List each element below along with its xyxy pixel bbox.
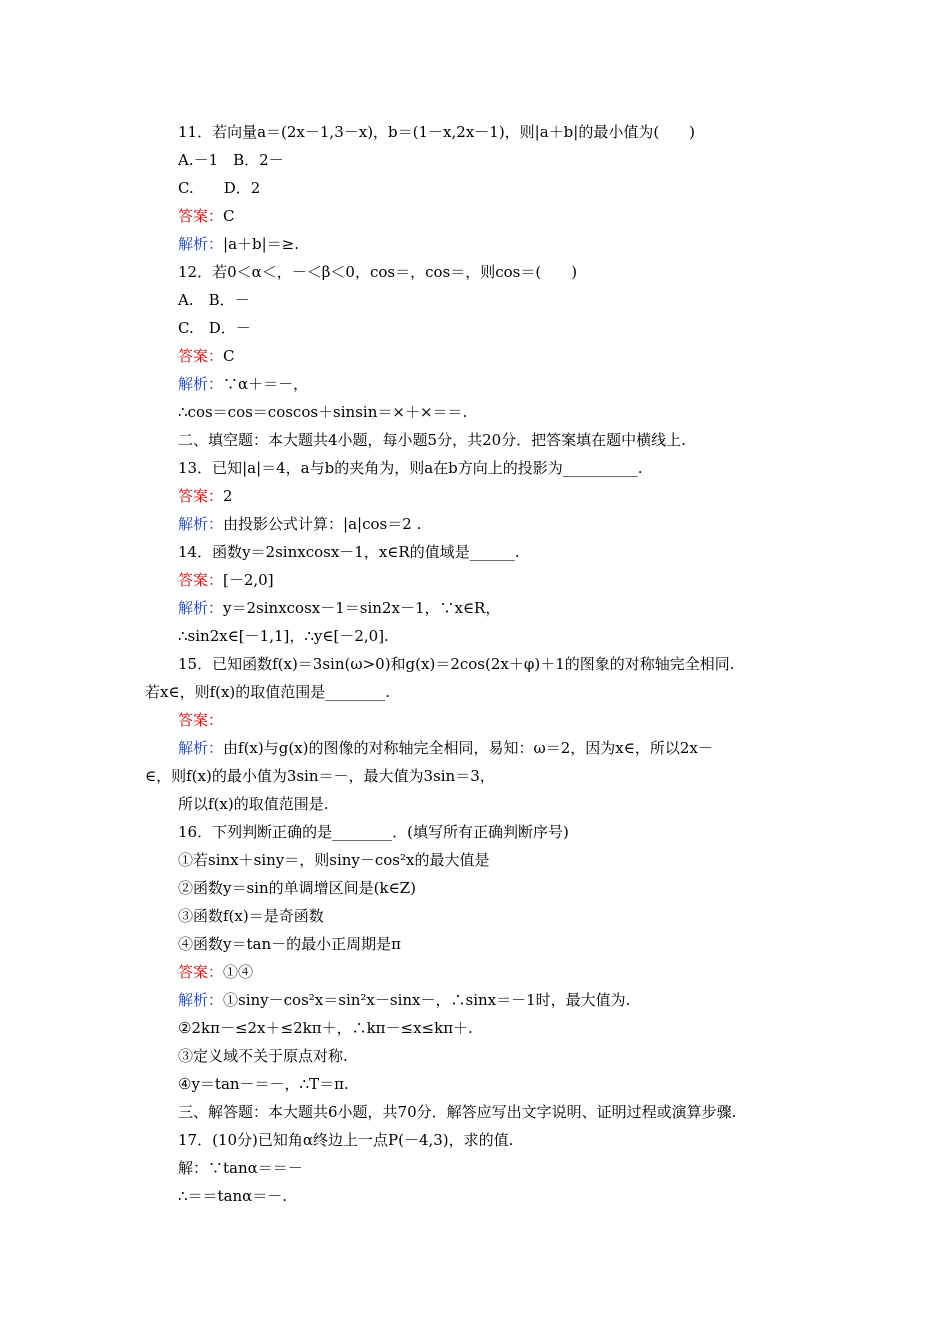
q16-statement-4: ④函数y＝tan－的最小正周期是π xyxy=(178,935,401,953)
section-2-heading: 二、填空题：本大题共4小题，每小题5分，共20分．把答案填在题中横线上. xyxy=(178,431,686,449)
q16-statement-1: ①若sinx＋siny＝，则siny－cos²x的最大值是 xyxy=(178,851,490,869)
section-3-heading: 三、解答题：本大题共6小题，共70分．解答应写出文字说明、证明过程或演算步骤. xyxy=(178,1103,737,1121)
q13-analysis xyxy=(178,514,421,534)
answer-label: 答案： xyxy=(178,487,224,505)
q13-stem: 13．已知|a|＝4，a与b的夹角为，则a在b方向上的投影为__________. xyxy=(178,459,643,477)
q11-stem: 11．若向量a＝(2x－1,3－x)，b＝(1－x,2x－1)，则|a＋b|的最小值为( ) xyxy=(178,123,696,141)
q15-analysis-cont: ∈，则f(x)的最小值为3sin＝－，最大值为3sin＝3， xyxy=(145,767,495,785)
q16-analysis xyxy=(178,990,630,1010)
q13-answer xyxy=(178,486,233,506)
q17-solution-cont: ∴＝＝tanα＝－. xyxy=(178,1187,288,1205)
q14-answer xyxy=(178,570,274,590)
q16-statement-3: ③函数f(x)＝是奇函数 xyxy=(178,907,324,925)
analysis-label: 解析： xyxy=(178,235,224,253)
q14-analysis xyxy=(178,598,500,618)
q14-stem: 14．函数y＝2sinxcosx－1，x∈R的值域是______. xyxy=(178,543,520,561)
q12-stem: 12．若0＜α＜，－＜β＜0，cos＝，cos＝，则cos＝( ) xyxy=(178,263,578,281)
q16-analysis-2: ②2kπ－≤2x＋≤2kπ＋，∴kπ－≤x≤kπ＋. xyxy=(178,1019,473,1037)
analysis-text: 由投影公式计算：|a|cos＝2 . xyxy=(223,515,422,533)
q12-options-cd: C. D．－ xyxy=(178,319,251,337)
answer-value: C xyxy=(223,207,235,225)
q11-answer xyxy=(178,206,235,226)
answer-label: 答案： xyxy=(178,571,224,589)
analysis-label: 解析： xyxy=(178,599,224,617)
answer-value: 2 xyxy=(223,487,233,505)
q11-options-cd: C. D．2 xyxy=(178,179,261,197)
q16-answer xyxy=(178,962,253,982)
answer-label: 答案： xyxy=(178,207,224,225)
answer-value: ①④ xyxy=(223,963,254,981)
analysis-text: ①siny－cos²x＝sin²x－sinx－，∴sinx＝－1时，最大值为. xyxy=(223,991,631,1009)
q12-answer xyxy=(178,346,235,366)
q12-analysis xyxy=(178,374,308,394)
q16-statement-2: ②函数y＝sin的单调增区间是(k∈Z) xyxy=(178,879,416,897)
q17-solution: 解：∵tanα＝＝－ xyxy=(178,1159,303,1177)
answer-label: 答案： xyxy=(178,347,224,365)
analysis-label: 解析： xyxy=(178,515,224,533)
q12-options-ab: A. B．－ xyxy=(178,291,250,309)
q15-analysis xyxy=(178,738,713,758)
analysis-text: |a＋b|＝≥. xyxy=(223,235,300,253)
analysis-text: 由f(x)与g(x)的图像的对称轴完全相同，易知：ω＝2，因为x∈，所以2x－ xyxy=(223,739,713,757)
q16-analysis-4: ④y＝tan－＝－，∴T＝π. xyxy=(178,1075,349,1093)
analysis-text: y＝2sinxcosx－1＝sin2x－1，∵x∈R， xyxy=(223,599,501,617)
q16-analysis-3: ③定义域不关于原点对称. xyxy=(178,1047,348,1065)
q12-analysis-cont: ∴cos＝cos＝coscos＋sinsin＝×＋×＝＝. xyxy=(178,403,468,421)
q14-analysis-cont: ∴sin2x∈[－1,1]，∴y∈[－2,0]. xyxy=(178,627,389,645)
analysis-text: ∵α＋＝－， xyxy=(223,375,309,393)
q11-analysis xyxy=(178,234,299,254)
q15-answer xyxy=(178,710,223,730)
q15-analysis-conclusion: 所以f(x)的取值范围是. xyxy=(178,795,329,813)
q17-stem: 17．(10分)已知角α终边上一点P(－4,3)，求的值. xyxy=(178,1131,514,1149)
answer-value: [－2,0] xyxy=(223,571,274,589)
analysis-label: 解析： xyxy=(178,375,224,393)
answer-value: C xyxy=(223,347,235,365)
q16-stem: 16．下列判断正确的是________．(填写所有正确判断序号) xyxy=(178,823,569,841)
q15-stem: 15．已知函数f(x)＝3sin(ω>0)和g(x)＝2cos(2x＋φ)＋1的图象的对称轴完全相同. xyxy=(178,655,735,673)
q11-options-ab: A.－1 B．2－ xyxy=(178,151,284,169)
answer-label: 答案： xyxy=(178,711,224,729)
analysis-label: 解析： xyxy=(178,991,224,1009)
analysis-label: 解析： xyxy=(178,739,224,757)
q15-stem-cont: 若x∈，则f(x)的取值范围是________. xyxy=(145,683,391,701)
answer-label: 答案： xyxy=(178,963,224,981)
